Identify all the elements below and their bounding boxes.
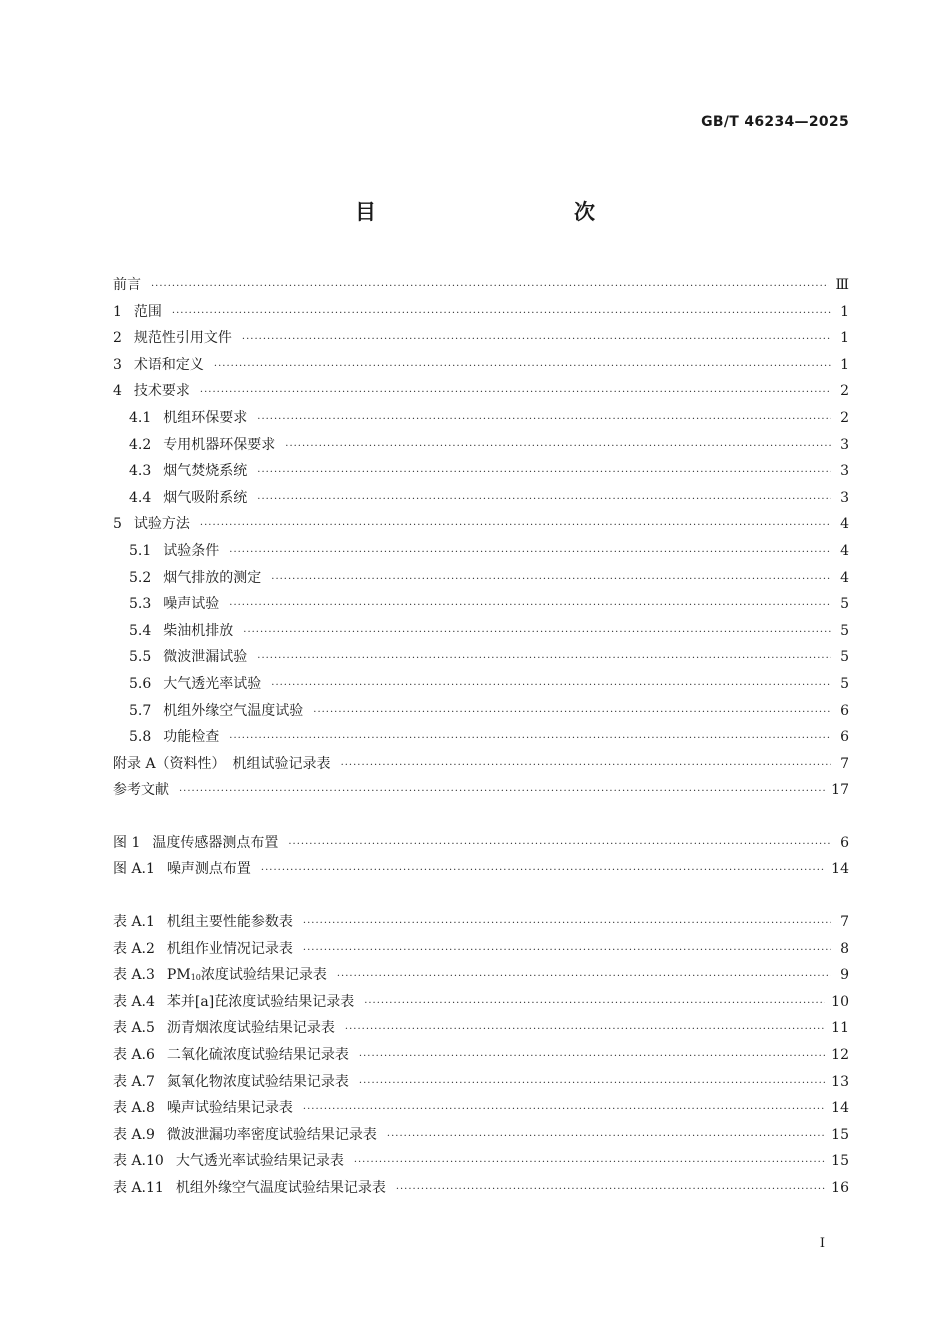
entry-title: 规范性引用文件 bbox=[133, 330, 232, 347]
entry-title: 噪声试验 bbox=[163, 596, 220, 613]
entry-number: 表 A.7 bbox=[113, 1073, 155, 1090]
entry-label bbox=[129, 618, 233, 645]
page-title: 目 次 bbox=[355, 200, 647, 224]
dot-leader bbox=[257, 646, 831, 673]
entry-title: 功能检查 bbox=[163, 729, 220, 746]
entry-number: 5.8 bbox=[129, 729, 152, 746]
entry-title: 微波泄漏试验 bbox=[163, 649, 248, 666]
figure-list bbox=[113, 830, 849, 883]
entry-page: 10 bbox=[831, 993, 849, 1010]
entry-page: 16 bbox=[831, 1180, 849, 1196]
entry-page: 8 bbox=[840, 940, 849, 957]
section-list bbox=[113, 272, 849, 804]
toc-entry[interactable] bbox=[113, 511, 849, 538]
toc-entry[interactable] bbox=[113, 644, 849, 671]
entry-label bbox=[113, 751, 331, 778]
entry-label bbox=[129, 485, 247, 512]
dot-leader bbox=[313, 700, 831, 727]
toc-entry[interactable] bbox=[113, 856, 849, 883]
dot-leader bbox=[242, 327, 831, 354]
dot-leader bbox=[271, 673, 831, 700]
entry-title: 附录 A（资料性） 机组试验记录表 bbox=[113, 755, 331, 772]
toc-entry[interactable] bbox=[113, 299, 849, 326]
entry-page: 12 bbox=[831, 1047, 849, 1064]
entry-page: 2 bbox=[840, 383, 849, 400]
entry-label bbox=[129, 565, 261, 592]
entry-label bbox=[129, 458, 247, 485]
entry-number: 5.4 bbox=[129, 622, 152, 639]
entry-label-prefix: PM bbox=[166, 967, 191, 984]
entry-number: 表 A.5 bbox=[113, 1020, 155, 1037]
entry-label bbox=[113, 299, 162, 326]
dot-leader bbox=[271, 567, 831, 594]
toc-entry[interactable] bbox=[113, 936, 849, 963]
toc-entry[interactable] bbox=[113, 1095, 849, 1122]
entry-label bbox=[113, 777, 169, 804]
toc-entry[interactable] bbox=[113, 325, 849, 352]
toc-entry[interactable] bbox=[113, 724, 849, 751]
toc-entry[interactable] bbox=[113, 830, 849, 857]
entry-title: 机组主要性能参数表 bbox=[166, 914, 293, 931]
dot-leader bbox=[200, 380, 831, 407]
entry-label bbox=[113, 1069, 349, 1096]
entry-title: 技术要求 bbox=[133, 383, 190, 400]
dot-leader bbox=[172, 301, 831, 328]
entry-label bbox=[129, 591, 219, 618]
entry-label bbox=[113, 378, 190, 405]
entry-number: 2 bbox=[113, 330, 122, 347]
dot-leader bbox=[257, 487, 831, 514]
dot-leader bbox=[257, 460, 831, 487]
table-of-contents bbox=[113, 272, 849, 1202]
entry-page: 13 bbox=[831, 1073, 849, 1090]
entry-number: 表 A.3 bbox=[113, 967, 155, 984]
entry-page: 1 bbox=[840, 356, 849, 373]
dot-leader bbox=[261, 858, 825, 885]
dot-leader bbox=[359, 1044, 825, 1071]
entry-number: 表 A.4 bbox=[113, 993, 155, 1010]
entry-title: 机组外缘空气温度试验 bbox=[163, 702, 304, 719]
entry-page: 5 bbox=[840, 596, 849, 613]
dot-leader bbox=[303, 1097, 825, 1124]
entry-page: 3 bbox=[840, 463, 849, 480]
entry-title: 沥青烟浓度试验结果记录表 bbox=[166, 1020, 335, 1037]
entry-page: 5 bbox=[840, 649, 849, 666]
entry-label bbox=[129, 432, 275, 459]
entry-number: 图 A.1 bbox=[113, 861, 155, 878]
entry-page: 15 bbox=[831, 1153, 849, 1170]
entry-number: 4.1 bbox=[129, 409, 152, 426]
entry-title: 试验条件 bbox=[163, 542, 220, 559]
entry-title: 温度传感器测点布置 bbox=[152, 834, 279, 851]
entry-number: 3 bbox=[113, 356, 122, 373]
toc-entry[interactable] bbox=[113, 458, 849, 485]
toc-entry[interactable] bbox=[113, 1175, 849, 1202]
entry-label bbox=[113, 936, 293, 963]
entry-number: 表 A.2 bbox=[113, 940, 155, 957]
entry-title: 试验方法 bbox=[133, 516, 190, 533]
dot-leader bbox=[229, 540, 831, 567]
entry-number: 1 bbox=[113, 303, 122, 320]
entry-title: 烟气排放的测定 bbox=[163, 569, 262, 586]
entry-number: 4 bbox=[113, 383, 122, 400]
entry-label bbox=[129, 644, 247, 671]
entry-label bbox=[113, 272, 141, 299]
entry-number: 5.2 bbox=[129, 569, 152, 586]
entry-page: 6 bbox=[840, 834, 849, 851]
entry-page: 3 bbox=[840, 436, 849, 453]
entry-label bbox=[113, 352, 204, 379]
toc-entry[interactable] bbox=[113, 1122, 849, 1149]
toc-entry[interactable] bbox=[113, 272, 849, 299]
entry-label bbox=[113, 856, 251, 883]
entry-number: 5.7 bbox=[129, 702, 152, 719]
entry-title: 大气透光率试验结果记录表 bbox=[175, 1153, 344, 1170]
toc-entry[interactable] bbox=[113, 1042, 849, 1069]
toc-entry[interactable] bbox=[113, 352, 849, 379]
dot-leader bbox=[359, 1071, 825, 1098]
toc-entry[interactable] bbox=[113, 909, 849, 936]
entry-number: 表 A.10 bbox=[113, 1153, 164, 1170]
entry-page: 7 bbox=[840, 914, 849, 931]
toc-entry[interactable] bbox=[113, 751, 849, 778]
entry-title: 微波泄漏功率密度试验结果记录表 bbox=[166, 1126, 377, 1143]
entry-title: 烟气吸附系统 bbox=[163, 489, 248, 506]
entry-label bbox=[113, 511, 190, 538]
dot-leader bbox=[151, 274, 829, 301]
entry-label bbox=[113, 989, 354, 1016]
toc-entry[interactable] bbox=[113, 432, 849, 459]
entry-title: 苯并[a]芘浓度试验结果记录表 bbox=[166, 993, 355, 1010]
entry-label bbox=[129, 405, 247, 432]
entry-title: 专用机器环保要求 bbox=[163, 436, 276, 453]
entry-page: 1 bbox=[840, 330, 849, 347]
entry-page: 4 bbox=[840, 542, 849, 559]
entry-page: 9 bbox=[840, 967, 849, 984]
dot-leader bbox=[337, 964, 831, 991]
entry-number: 4.4 bbox=[129, 489, 152, 506]
entry-page: 15 bbox=[831, 1126, 849, 1143]
entry-page: 4 bbox=[840, 569, 849, 586]
page-number: I bbox=[819, 1236, 825, 1251]
entry-title: 浓度试验结果记录表 bbox=[200, 967, 327, 984]
toc-entry[interactable] bbox=[113, 1015, 849, 1042]
entry-page: 11 bbox=[831, 1020, 849, 1037]
table-list bbox=[113, 909, 849, 1202]
spacer bbox=[113, 883, 849, 909]
entry-number: 表 A.9 bbox=[113, 1126, 155, 1143]
dot-leader bbox=[387, 1124, 825, 1151]
toc-entry[interactable] bbox=[113, 591, 849, 618]
entry-number: 5.6 bbox=[129, 675, 152, 692]
entry-title: 二氧化硫浓度试验结果记录表 bbox=[166, 1047, 349, 1064]
entry-title: 大气透光率试验 bbox=[163, 675, 262, 692]
entry-page: 7 bbox=[840, 755, 849, 772]
entry-number: 表 A.8 bbox=[113, 1100, 155, 1117]
dot-leader bbox=[229, 593, 831, 620]
dot-leader bbox=[243, 620, 831, 647]
entry-label-subscript: 10 bbox=[190, 973, 201, 983]
entry-page: 3 bbox=[840, 489, 849, 506]
entry-page: 5 bbox=[840, 622, 849, 639]
toc-entry[interactable] bbox=[113, 671, 849, 698]
entry-number: 表 A.1 bbox=[113, 914, 155, 931]
entry-page: 1 bbox=[840, 303, 849, 320]
entry-number: 5.5 bbox=[129, 649, 152, 666]
entry-label bbox=[113, 1095, 293, 1122]
entry-page: 14 bbox=[831, 861, 849, 878]
entry-label bbox=[113, 909, 293, 936]
entry-label bbox=[129, 724, 219, 751]
entry-page: Ⅲ bbox=[835, 277, 849, 293]
dot-leader bbox=[179, 779, 825, 806]
dot-leader bbox=[303, 911, 831, 938]
entry-number: 图 1 bbox=[113, 834, 141, 851]
entry-title: 噪声测点布置 bbox=[166, 861, 251, 878]
dot-leader bbox=[396, 1177, 825, 1204]
entry-label bbox=[113, 1175, 386, 1202]
entry-label bbox=[113, 1042, 349, 1069]
entry-page: 6 bbox=[840, 702, 849, 719]
entry-number: 表 A.6 bbox=[113, 1047, 155, 1064]
toc-entry[interactable] bbox=[113, 1069, 849, 1096]
dot-leader bbox=[214, 354, 831, 381]
entry-page: 6 bbox=[840, 729, 849, 746]
entry-page: 5 bbox=[840, 675, 849, 692]
dot-leader bbox=[341, 753, 831, 780]
entry-label bbox=[113, 830, 278, 857]
entry-title: 氮氧化物浓度试验结果记录表 bbox=[166, 1073, 349, 1090]
entry-label bbox=[129, 538, 219, 565]
dot-leader bbox=[285, 434, 831, 461]
entry-label bbox=[113, 325, 232, 352]
entry-title: 烟气焚烧系统 bbox=[163, 463, 248, 480]
entry-label bbox=[113, 1122, 377, 1149]
toc-entry[interactable] bbox=[113, 485, 849, 512]
entry-page: 2 bbox=[840, 409, 849, 426]
entry-page: 4 bbox=[840, 516, 849, 533]
toc-entry[interactable] bbox=[113, 378, 849, 405]
dot-leader bbox=[345, 1017, 825, 1044]
dot-leader bbox=[303, 938, 831, 965]
dot-leader bbox=[229, 726, 831, 753]
dot-leader bbox=[364, 991, 825, 1018]
entry-number: 5.3 bbox=[129, 596, 152, 613]
entry-label bbox=[129, 698, 303, 725]
entry-title: 范围 bbox=[133, 303, 162, 320]
entry-title: 噪声试验结果记录表 bbox=[166, 1100, 293, 1117]
entry-title: 柴油机排放 bbox=[163, 622, 234, 639]
toc-entry[interactable] bbox=[113, 962, 849, 989]
entry-label bbox=[129, 671, 261, 698]
toc-entry[interactable] bbox=[113, 1148, 849, 1175]
entry-title: 机组作业情况记录表 bbox=[166, 940, 293, 957]
spacer bbox=[113, 804, 849, 830]
entry-number: 表 A.11 bbox=[113, 1180, 164, 1196]
entry-page: 17 bbox=[831, 782, 849, 799]
toc-entry[interactable] bbox=[113, 989, 849, 1016]
toc-entry[interactable] bbox=[113, 565, 849, 592]
entry-label bbox=[113, 1148, 344, 1175]
entry-number: 5 bbox=[113, 516, 122, 533]
entry-title: 机组环保要求 bbox=[163, 409, 248, 426]
entry-title: 前言 bbox=[113, 277, 141, 293]
entry-page: 14 bbox=[831, 1100, 849, 1117]
dot-leader bbox=[288, 832, 831, 859]
entry-title: 术语和定义 bbox=[133, 356, 204, 373]
toc-entry[interactable] bbox=[113, 698, 849, 725]
entry-title: 机组外缘空气温度试验结果记录表 bbox=[175, 1180, 386, 1196]
entry-number: 4.3 bbox=[129, 463, 152, 480]
toc-entry[interactable] bbox=[113, 618, 849, 645]
entry-label bbox=[113, 962, 327, 992]
toc-entry[interactable] bbox=[113, 405, 849, 432]
toc-entry[interactable] bbox=[113, 538, 849, 565]
entry-number: 5.1 bbox=[129, 542, 152, 559]
dot-leader bbox=[354, 1150, 825, 1177]
standard-code: GB/T 46234—2025 bbox=[701, 114, 849, 130]
dot-leader bbox=[257, 407, 831, 434]
entry-label bbox=[113, 1015, 335, 1042]
dot-leader bbox=[200, 513, 831, 540]
entry-number: 4.2 bbox=[129, 436, 152, 453]
toc-entry[interactable] bbox=[113, 777, 849, 804]
entry-title: 参考文献 bbox=[113, 782, 169, 799]
